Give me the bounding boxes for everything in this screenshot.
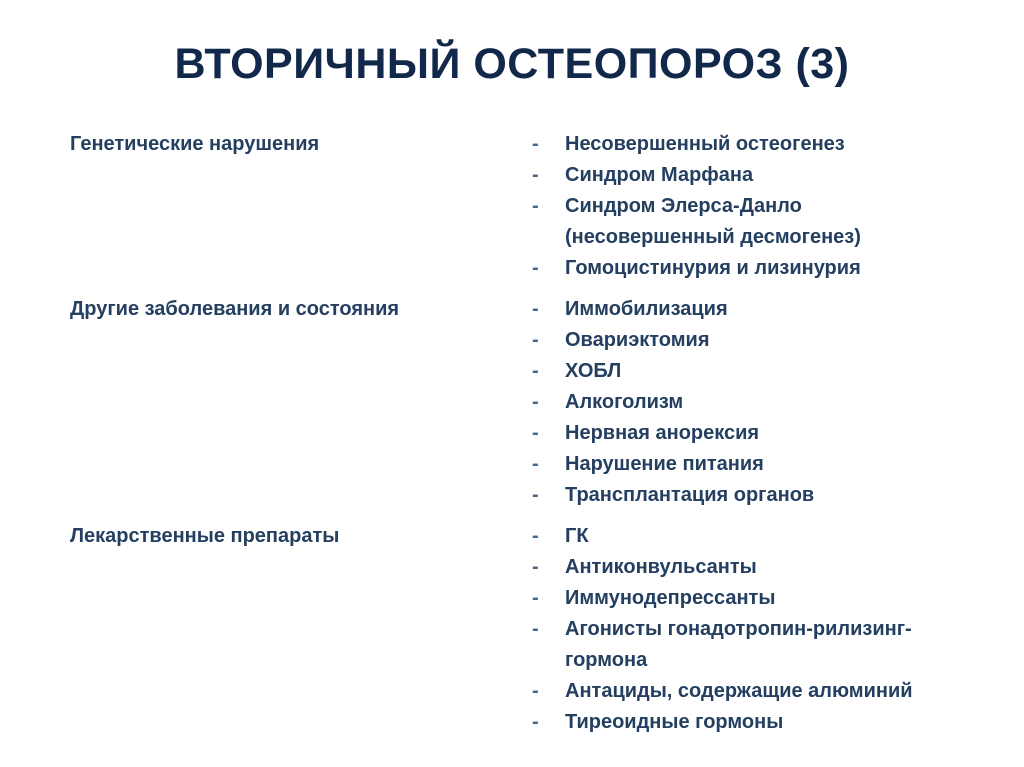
dash-marker: - xyxy=(532,484,539,506)
list-item xyxy=(532,418,1002,449)
item-text: Несовершенный остеогенез xyxy=(565,133,845,155)
dash-marker: - xyxy=(532,164,539,186)
list-item xyxy=(532,583,1002,614)
item-list xyxy=(532,294,1002,511)
dash-marker: - xyxy=(532,556,539,578)
item-text: Гомоцистинурия и лизинурия xyxy=(565,257,861,279)
category-label: Лекарственные препараты xyxy=(70,525,340,547)
dash-marker: - xyxy=(532,618,539,640)
item-list xyxy=(532,129,1002,284)
list-item xyxy=(532,707,1002,738)
list-item xyxy=(532,160,1002,191)
dash-marker: - xyxy=(532,195,539,217)
list-item xyxy=(532,552,1002,583)
dash-marker: - xyxy=(532,587,539,609)
category-label: Генетические нарушения xyxy=(70,133,320,155)
item-text: Тиреоидные гормоны xyxy=(565,711,784,733)
item-text: Антациды, содержащие алюминий xyxy=(565,680,913,702)
item-text: ГК xyxy=(565,525,589,547)
list-item xyxy=(532,521,1002,552)
dash-marker: - xyxy=(532,525,539,547)
dash-marker: - xyxy=(532,360,539,382)
item-text: Синдром Марфана xyxy=(565,164,754,186)
list-item xyxy=(532,480,1002,511)
list-item xyxy=(532,325,1002,356)
list-item xyxy=(532,356,1002,387)
item-text: Синдром Элерса-Данло (несовершенный десмогенез) xyxy=(565,195,861,248)
item-text: Иммобилизация xyxy=(565,298,728,320)
list-item xyxy=(532,676,1002,707)
dash-marker: - xyxy=(532,453,539,475)
dash-marker: - xyxy=(532,680,539,702)
list-item xyxy=(532,387,1002,418)
slide-title: ВТОРИЧНЫЙ ОСТЕОПОРОЗ (3) xyxy=(174,40,850,88)
list-item xyxy=(532,449,1002,480)
dash-marker: - xyxy=(532,711,539,733)
item-text: ХОБЛ xyxy=(565,360,622,382)
dash-marker: - xyxy=(532,133,539,155)
dash-marker: - xyxy=(532,391,539,413)
item-text: Антиконвульсанты xyxy=(565,556,757,578)
dash-marker: - xyxy=(532,422,539,444)
list-item xyxy=(532,129,1002,160)
item-text: Нервная анорексия xyxy=(565,422,760,444)
list-item xyxy=(532,191,935,253)
item-text: Трансплантация органов xyxy=(565,484,815,506)
category-label: Другие заболевания и состояния xyxy=(70,298,400,320)
item-text: Овариэктомия xyxy=(565,329,710,351)
dash-marker: - xyxy=(532,329,539,351)
dash-marker: - xyxy=(532,298,539,320)
item-text: Иммунодепрессанты xyxy=(565,587,776,609)
list-item xyxy=(532,294,1002,325)
list-item xyxy=(532,253,1002,284)
item-list xyxy=(532,521,1002,738)
item-text: Нарушение питания xyxy=(565,453,764,475)
item-text: Агонисты гонадотропин-рилизинг-гормона xyxy=(565,618,912,671)
dash-marker: - xyxy=(532,257,539,279)
list-item xyxy=(532,614,965,676)
item-text: Алкоголизм xyxy=(565,391,684,413)
